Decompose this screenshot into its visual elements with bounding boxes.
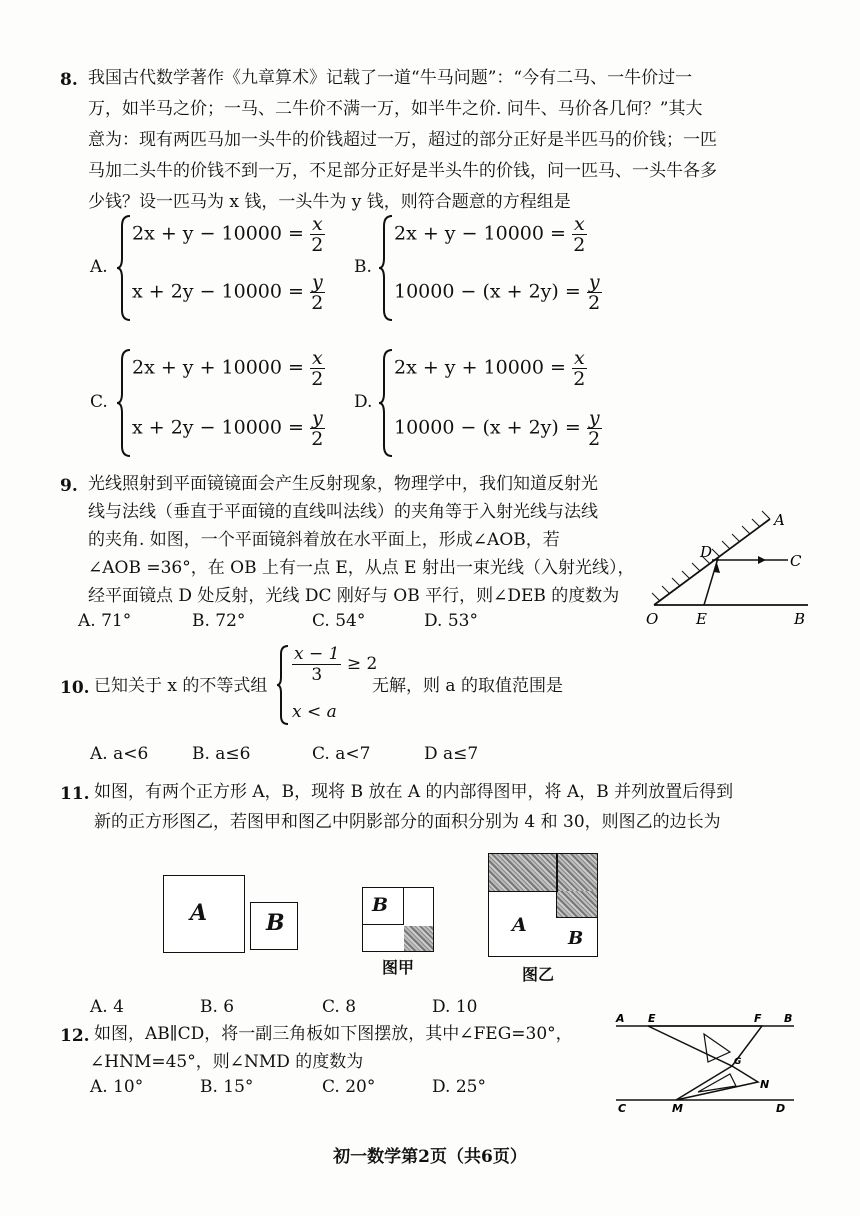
q11-number: 11. [60, 784, 90, 804]
q12-triangle-figure [612, 1008, 802, 1120]
q9-line-5: 经平面镜点 D 处反射，光线 DC 刚好与 OB 平行，则∠DEB 的度数为 [88, 586, 620, 606]
q8-number: 8. [60, 70, 78, 90]
q9-option-b: B. 72° [192, 611, 246, 631]
q8-line-3: 意为：现有两匹马加一头牛的价钱超过一万，超过的部分正好是半匹马的价钱；一匹 [88, 130, 717, 150]
q8-line-1: 我国古代数学著作《九章算术》记载了一道“牛马问题”：“今有二马、一牛价过一 [88, 68, 693, 88]
q11-yi-shade-right [557, 891, 597, 918]
q9-option-a: A. 71° [78, 611, 132, 631]
q11-line-2: 新的正方形图乙，若图甲和图乙中阴影部分的面积分别为 4 和 30，则图乙的边长为 [94, 812, 721, 832]
q9-label-c: C [790, 552, 802, 570]
q10-number: 10. [60, 678, 90, 698]
q8-line-5: 少钱？设一匹马为 x 钱，一头牛为 y 钱，则符合题意的方程组是 [88, 192, 571, 212]
q11-line-1: 如图，有两个正方形 A，B，现将 B 放在 A 的内部得图甲，将 A，B 并列放置后得到 [94, 782, 734, 802]
q11-option-b: B. 6 [200, 997, 235, 1017]
q12-label-c: C [618, 1102, 627, 1115]
q11-square-a-label: A [190, 900, 208, 926]
q8-option-c-eq1: 2x + y + 10000 = $\frac{x}{2}$ [132, 347, 324, 390]
q11-square-b-label: B [266, 910, 285, 936]
q12-option-d: D. 25° [432, 1077, 486, 1097]
q12-number: 12. [60, 1026, 90, 1046]
q11-yi-a-label: A [512, 914, 527, 936]
q10-prefix: 已知关于 x 的不等式组 [94, 676, 268, 696]
q8-option-d-eq1: 2x + y + 10000 = $\frac{x}{2}$ [394, 347, 586, 390]
q8-option-c-label: C. [90, 392, 108, 412]
q9-label-o: O [646, 610, 659, 628]
q12-label-n: N [760, 1078, 770, 1091]
q10-option-d: D a≤7 [424, 744, 479, 764]
q9-label-e: E [696, 610, 707, 628]
q8-line-4: 马加二头牛的价钱不到一万，不足部分正好是半头牛的价钱，问一匹马、一头牛各多 [88, 161, 717, 181]
q11-jia-caption: 图甲 [382, 958, 415, 977]
q8-option-b-eq1: 2x + y − 10000 = $\frac{x}{2}$ [394, 213, 586, 256]
q12-label-a: A [616, 1012, 625, 1025]
q8-option-a-label: A. [90, 257, 108, 277]
q12-label-m: M [672, 1102, 683, 1115]
q11-yi-caption: 图乙 [522, 965, 555, 984]
q8-option-d-brace [378, 348, 394, 458]
q9-option-d: D. 53° [424, 611, 478, 631]
q9-number: 9. [60, 476, 78, 496]
q8-line-2: 万，如半马之价；一马、二牛价不满一万，如半牛之价. 问牛、马价各几何？”其大 [88, 99, 703, 119]
q11-option-c: C. 8 [322, 997, 357, 1017]
q9-line-1: 光线照射到平面镜镜面会产生反射现象，物理学中，我们知道反射光 [88, 474, 598, 494]
q8-option-c-eq2: x + 2y − 10000 = $\frac{y}{2}$ [132, 407, 324, 450]
q8-option-b-label: B. [354, 257, 372, 277]
q9-label-d: D [700, 543, 713, 561]
q8-option-c-brace [116, 348, 132, 458]
q12-option-c: C. 20° [322, 1077, 376, 1097]
q10-brace [276, 644, 290, 726]
q12-label-g: G [734, 1057, 742, 1067]
q10-suffix: 无解，则 a 的取值范围是 [372, 676, 563, 696]
q10-option-a: A. a<6 [90, 744, 149, 764]
q10-option-b: B. a≤6 [192, 744, 251, 764]
q8-option-d-label: D. [354, 392, 373, 412]
q12-line-1: 如图，AB∥CD，将一副三角板如下图摆放，其中∠FEG=30°， [94, 1024, 573, 1044]
q11-yi-shade-top [489, 854, 597, 892]
q12-label-f: F [754, 1012, 762, 1025]
q11-yi-divider [556, 854, 558, 892]
q10-ineq-2: x < a [292, 702, 337, 722]
q11-jia-shade [404, 926, 433, 951]
q11-yi-b-label: B [568, 928, 584, 949]
q9-line-2: 线与法线（垂直于平面镜的直线叫法线）的夹角等于入射光线与法线 [88, 502, 598, 522]
q11-jia-b-label: B [372, 894, 389, 916]
q12-line-2: ∠HNM=45°，则∠NMD 的度数为 [90, 1052, 364, 1072]
q11-option-d: D. 10 [432, 997, 478, 1017]
q10-ineq-1: $\frac{x - 1}{3}$ ≥ 2 [294, 644, 378, 685]
q8-option-a-brace [116, 214, 132, 322]
q10-option-c: C. a<7 [312, 744, 371, 764]
q9-option-c: C. 54° [312, 611, 366, 631]
q9-mirror-figure [640, 505, 816, 630]
q8-option-d-eq2: 10000 − (x + 2y) = $\frac{y}{2}$ [394, 407, 601, 450]
q8-option-b-eq2: 10000 − (x + 2y) = $\frac{y}{2}$ [394, 271, 601, 314]
q12-label-d: D [776, 1102, 786, 1115]
q11-option-a: A. 4 [90, 997, 124, 1017]
q8-option-a-eq2: x + 2y − 10000 = $\frac{y}{2}$ [132, 271, 324, 314]
q9-line-3: 的夹角. 如图，一个平面镜斜着放在水平面上，形成∠AOB，若 [88, 530, 560, 550]
q12-label-b: B [784, 1012, 793, 1025]
page-footer: 初一数学第2页（共6页） [333, 1147, 527, 1167]
q9-line-4: ∠AOB =36°，在 OB 上有一点 E，从点 E 射出一束光线（入射光线）， [88, 558, 635, 578]
q12-option-a: A. 10° [90, 1077, 144, 1097]
q9-label-b: B [794, 610, 806, 628]
q12-label-e: E [648, 1012, 656, 1025]
q8-option-a-eq1: 2x + y − 10000 = $\frac{x}{2}$ [132, 213, 324, 256]
q9-label-a: A [774, 511, 785, 529]
q12-option-b: B. 15° [200, 1077, 254, 1097]
q8-option-b-brace [378, 214, 394, 322]
